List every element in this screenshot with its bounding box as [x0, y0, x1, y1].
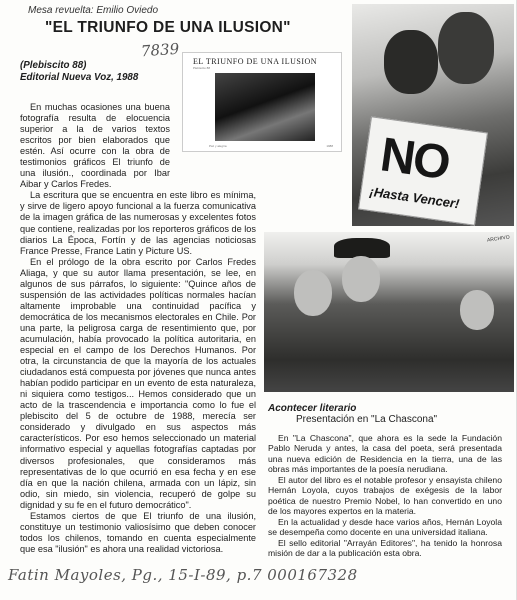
sidebar-kicker: Acontecer literario: [268, 403, 357, 414]
face-silhouette: [342, 256, 380, 302]
paragraph: Estamos ciertos de que El triunfo de una ilusión, constituye un testimonio valiosísimo que deben conocer todos los chilenos, tomando en cuenta especialmente que esa "ilusión" es ahora una realidad victoriosa.: [20, 510, 256, 554]
article-body: [20, 102, 256, 555]
no-sign: [358, 116, 488, 226]
person-silhouette: [438, 12, 494, 84]
face-silhouette: [460, 290, 494, 330]
photo-no-campaign: [352, 4, 514, 226]
subtitle-line-1: (Plebiscito 88): [20, 60, 87, 71]
paragraph: La escritura que se encuentra en este libro es mínima, y sirve de ligero apoyo funcional a la fuerza comunicativa de la imagen gráfica de las numerosas y excelentes fotos que contiene, realizadas por los reporteros gráficos de los diarios La Época, Fortín y de las agencias noticiosas France Presse, France Latin y Picture US.: [20, 190, 256, 256]
sidebar-paragraph: El sello editorial "Arrayán Editores", ha tenido la honrosa misión de dar a la publicación esta obra.: [268, 537, 502, 559]
subtitle-line-2: Editorial Nueva Voz, 1988: [20, 71, 139, 83]
paragraph: En muchas ocasiones una buena fotografía resulta de elocuencia superior a la de varios textos escritos por bien elaborados que estén. Así ocurre con la obra de testimonios gráficos El triunfo de una ilusión., coordinada por Ibar Aibar y Carlos Fredes.: [20, 102, 170, 190]
article-title: "EL TRIUNFO DE UNA ILUSION": [45, 19, 291, 36]
handwritten-number: 7839: [140, 39, 180, 61]
thumbnail-subline: Plebiscito 88: [193, 66, 211, 70]
sidebar-heading: Presentación en "La Chascona": [296, 414, 438, 425]
officer-cap: [334, 238, 390, 258]
sidebar-body: [268, 433, 502, 559]
sign-slogan-text: ¡Hasta Vencer!: [368, 183, 461, 212]
sidebar-paragraph: En la actualidad y desde hace varios años, Hernán Loyola se desempeña como docente en una universidad italiana.: [268, 516, 502, 538]
section-header: Mesa revuelta: Emilio Oviedo: [28, 5, 159, 16]
face-silhouette: [294, 270, 332, 316]
photo-stamp: ARCHIVO: [486, 234, 511, 244]
article-subtitle: [20, 60, 180, 83]
handwritten-footer: Fatin Mayoles, Pg., 15-I-89, p.7 000167328: [8, 566, 358, 584]
sidebar-paragraph: En "La Chascona", que ahora es la sede la Fundación Pablo Neruda y antes, la casa del poeta, será presentada una nueva edición de Residencia en la tierra, una de las obras más importantes de la poesía nerudiana.: [268, 433, 502, 475]
person-silhouette: [384, 30, 438, 94]
thumbnail-title: EL TRIUNFO DE UNA ILUSION: [193, 57, 318, 66]
thumbnail-caption-left: Paz y alegría: [209, 144, 227, 148]
paragraph: En el prólogo de la obra escrito por Carlos Fredes Aliaga, y que su autor llama presentación, se lee, en algunos de sus párrafos, lo siguiente: "Quince años de suspensión de las actividades políticas normales hacían altamente improbable una continuidad pacífica y democrática de los mecanismos electorales en Chile. Por una parte, la peligrosa carga de resentimiento que, por acumulación, había provocado la política autoritaria, en especial en el campo de los Derechos Humanos. Por otra, la circunstancia de que la mayoría de los actuales ciudadanos está compuesta por jóvenes que nunca antes habían podido participar en un evento de esta naturaleza, ni siquiera como testigos... Hemos considerado que un acto de la trascendencia e importancia como lo fue el plebiscito del 5 de octubre de 1988, merecía ser considerado y divulgado en sus aspectos más característicos. Por eso hemos seleccionado un material informativo especial y aquellas fotografías captadas por diversos profesionales, que consideramos más representativas de lo que ocurrió en esa fecha y en ese día en que la nación chilena, armada con un lápiz, sin odio, sin miedo, sin violencia, recuperó de golpe su dignidad y su fe en el futuro democrático".: [20, 256, 256, 510]
sidebar-paragraph: El autor del libro es el notable profesor y ensayista chileno Hernán Loyola, cuyos trabajos de exégesis de la labor poética de nuestro Premio Nobel, lo han convertido en uno de los mayores expertos en la materia.: [268, 474, 502, 517]
sign-no-text: NO: [377, 128, 452, 191]
thumbnail-caption-right: 1988: [326, 144, 333, 148]
photo-celebration-crowd: [264, 232, 514, 392]
